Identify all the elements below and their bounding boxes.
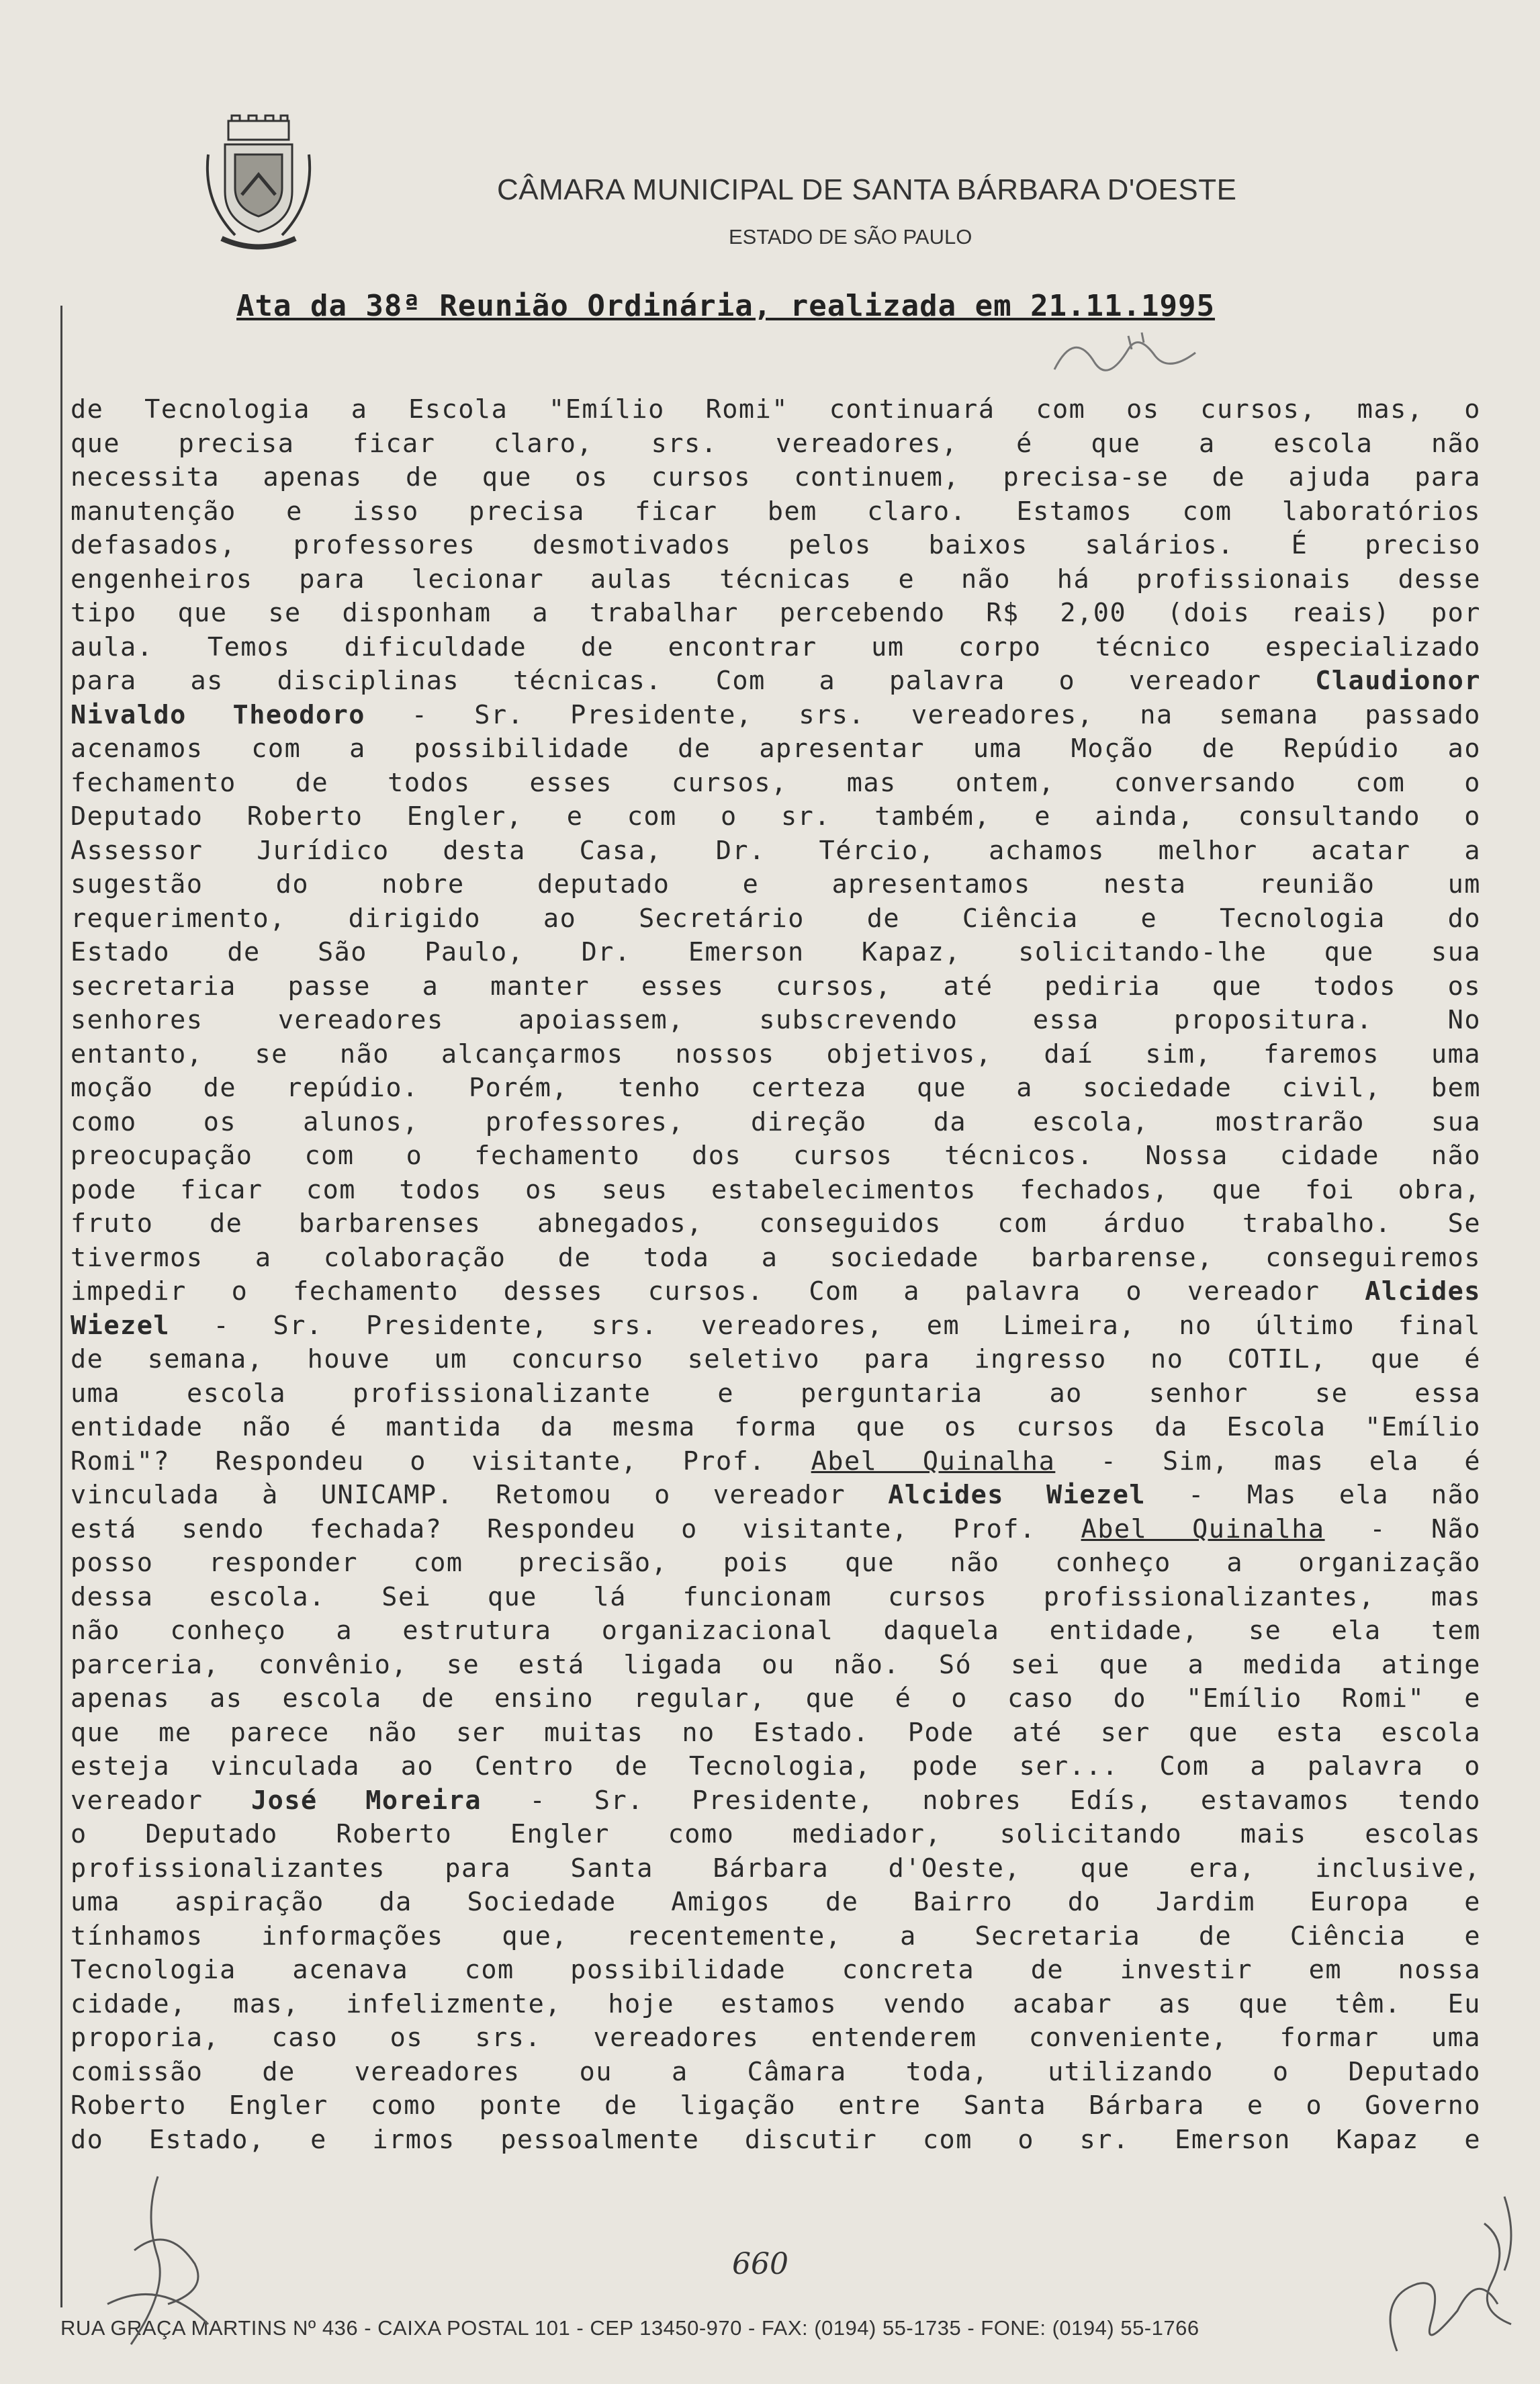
text-segment: - Sr. Presidente, nobres Edís, estavamos tendo [482, 1785, 1481, 1816]
text-segment: parceria, convênio, se está ligada ou não. Só sei que a medida atinge [71, 1649, 1481, 1680]
text-segment: comissão de vereadores ou a Câmara toda, utilizando o Deputado [71, 2056, 1481, 2087]
text-segment: aula. Temos dificuldade de encontrar um corpo técnico especializado [71, 631, 1481, 662]
text-segment: sugestão do nobre deputado e apresentamos nesta reunião um [71, 869, 1481, 899]
text-line [71, 1174, 1481, 1208]
text-segment: uma escola profissionalizante e perguntaria ao senhor se essa [71, 1378, 1481, 1409]
text-line [71, 1818, 1481, 1852]
text-line [71, 902, 1481, 936]
text-line [71, 1478, 1481, 1513]
text-line [71, 2021, 1481, 2056]
page-number: 660 [732, 2247, 788, 2281]
text-segment: que precisa ficar claro, srs. vereadores, é que a escola não [71, 428, 1481, 459]
minutes-body [71, 393, 1481, 2157]
text-line [71, 1445, 1481, 1479]
text-line [71, 766, 1481, 801]
text-line [71, 1411, 1481, 1445]
text-line [71, 1071, 1481, 1106]
text-line [71, 1377, 1481, 1411]
text-segment: Romi"? Respondeu o visitante, Prof. [71, 1446, 811, 1476]
institution-name: CÂMARA MUNICIPAL DE SANTA BÁRBARA D'OESTE [497, 173, 1237, 206]
text-segment: preocupação com o fechamento dos cursos técnicos. Nossa cidade não [71, 1141, 1481, 1171]
text-segment: Deputado Roberto Engler, e com o sr. também, e ainda, consultando o [71, 801, 1481, 832]
text-segment: Roberto Engler como ponte de ligação entre Santa Bárbara e o Governo [71, 2090, 1481, 2121]
text-segment: - Não [1324, 1513, 1481, 1544]
text-segment: - Mas ela não [1146, 1480, 1481, 1510]
text-line [71, 800, 1481, 834]
text-line [71, 1309, 1481, 1343]
text-segment: do Estado, e irmos pessoalmente discutir com o sr. Emerson Kapaz e [71, 2124, 1481, 2155]
text-line [71, 1716, 1481, 1751]
speaker-name: Wiezel [71, 1310, 171, 1341]
text-line [71, 1953, 1481, 1988]
text-segment: - Sr. Presidente, srs. vereadores, na semana passado [365, 699, 1481, 730]
text-segment: cidade, mas, infelizmente, hoje estamos vendo acabar as que têm. Eu [71, 1988, 1481, 2019]
text-line [71, 1139, 1481, 1174]
text-segment: vinculada à UNICAMP. Retomou o vereador [71, 1480, 889, 1510]
text-segment: Assessor Jurídico desta Casa, Dr. Tércio, achamos melhor acatar a [71, 835, 1481, 866]
text-line [71, 1886, 1481, 1920]
text-segment: entanto, se não alcançarmos nossos objetivos, daí sim, faremos uma [71, 1039, 1481, 1069]
text-line [71, 1750, 1481, 1784]
text-line [71, 461, 1481, 495]
text-segment: - Sim, mas ela é [1055, 1446, 1482, 1476]
text-segment: de Tecnologia a Escola "Emílio Romi" continuará com os cursos, mas, o [71, 394, 1481, 425]
text-line [71, 1920, 1481, 1954]
text-segment: engenheiros para lecionar aulas técnicas e não há profissionais desse [71, 564, 1481, 594]
text-segment: tivermos a colaboração de toda a sociedade barbarense, conseguiremos [71, 1242, 1481, 1273]
speaker-name: Claudionor [1315, 666, 1481, 696]
text-line [71, 664, 1481, 699]
text-line [71, 1614, 1481, 1648]
text-line [71, 1038, 1481, 1072]
text-line [71, 597, 1481, 631]
signature-scribble-icon [1041, 296, 1242, 390]
text-segment: está sendo fechada? Respondeu o visitante, Prof. [71, 1513, 1081, 1544]
text-segment: fruto de barbarenses abnegados, conseguidos com árduo trabalho. Se [71, 1208, 1481, 1239]
text-segment: posso responder com precisão, pois que não conheço a organização [71, 1548, 1481, 1578]
text-line [71, 1682, 1481, 1716]
text-segment: secretaria passe a manter esses cursos, até pediria que todos os [71, 971, 1481, 1002]
text-line [71, 1513, 1481, 1547]
text-line [71, 936, 1481, 970]
text-line [71, 732, 1481, 766]
speaker-name: Nivaldo Theodoro [71, 699, 365, 730]
text-line [71, 1343, 1481, 1377]
text-segment: fechamento de todos esses cursos, mas ontem, conversando com o [71, 767, 1481, 798]
text-line [71, 1648, 1481, 1683]
text-line [71, 1784, 1481, 1818]
text-line [71, 1546, 1481, 1581]
text-line [71, 563, 1481, 597]
speaker-name: José Moreira [251, 1785, 482, 1816]
text-segment: uma aspiração da Sociedade Amigos de Bairro do Jardim Europa e [71, 1887, 1481, 1917]
text-segment: vereador [71, 1785, 251, 1816]
text-line [71, 393, 1481, 427]
text-line [71, 529, 1481, 563]
text-segment: Estado de São Paulo, Dr. Emerson Kapaz, solicitando-lhe que sua [71, 937, 1481, 967]
text-segment: pode ficar com todos os seus estabelecimentos fechados, que foi obra, [71, 1174, 1481, 1205]
text-line [71, 1581, 1481, 1615]
text-line [71, 1106, 1481, 1140]
text-segment: como os alunos, professores, direção da escola, mostrarão sua [71, 1106, 1481, 1137]
text-line [71, 427, 1481, 461]
text-segment: o Deputado Roberto Engler como mediador, solicitando mais escolas [71, 1819, 1481, 1849]
text-line [71, 1852, 1481, 1886]
footer-address: RUA GRAÇA MARTINS Nº 436 - CAIXA POSTAL 101 - CEP 13450-970 - FAX: (0194) 55-1735 - FONE: (0194) 55-1766 [60, 2316, 1199, 2340]
text-segment: não conheço a estrutura organizacional daquela entidade, se ela tem [71, 1616, 1481, 1646]
speaker-name: Alcides [1365, 1276, 1481, 1307]
text-segment: moção de repúdio. Porém, tenho certeza que a sociedade civil, bem [71, 1073, 1481, 1103]
text-line [71, 868, 1481, 902]
handwritten-initials-icon [1370, 2183, 1538, 2371]
visitor-name: Abel Quinalha [811, 1446, 1056, 1476]
coat-of-arms-icon [201, 114, 316, 255]
text-line [71, 495, 1481, 529]
text-segment: Tecnologia acenava com possibilidade concreta de investir em nossa [71, 1955, 1481, 1985]
text-line [71, 1207, 1481, 1241]
text-line [71, 2056, 1481, 2090]
state-name: ESTADO DE SÃO PAULO [729, 225, 972, 249]
text-line [71, 1988, 1481, 2022]
text-segment: entidade não é mantida da mesma forma que os cursos da Escola "Emílio [71, 1412, 1481, 1442]
text-segment: senhores vereadores apoiassem, subscrevendo essa propositura. No [71, 1005, 1481, 1035]
text-line [71, 1275, 1481, 1309]
text-segment: de semana, houve um concurso seletivo para ingresso no COTIL, que é [71, 1344, 1481, 1374]
visitor-name: Abel Quinalha [1081, 1513, 1325, 1544]
text-segment: profissionalizantes para Santa Bárbara d'Oeste, que era, inclusive, [71, 1853, 1481, 1884]
text-segment: manutenção e isso precisa ficar bem claro. Estamos com laboratórios [71, 496, 1481, 527]
speaker-name: Alcides Wiezel [888, 1480, 1146, 1510]
text-segment: necessita apenas de que os cursos continuem, precisa-se de ajuda para [71, 462, 1481, 492]
document-title: Ata da 38ª Reunião Ordinária, realizada em 21.11.1995 [236, 289, 1215, 323]
text-line [71, 834, 1481, 869]
text-segment: tínhamos informações que, recentemente, a Secretaria de Ciência e [71, 1921, 1481, 1951]
text-line [71, 2123, 1481, 2158]
text-segment: tipo que se disponham a trabalhar percebendo R$ 2,00 (dois reais) por [71, 598, 1481, 628]
handwritten-signature-icon [94, 2170, 222, 2365]
text-line [71, 2089, 1481, 2123]
text-segment: impedir o fechamento desses cursos. Com a palavra o vereador [71, 1276, 1365, 1307]
text-segment: proporia, caso os srs. vereadores entenderem conveniente, formar uma [71, 2023, 1481, 2053]
text-segment: apenas as escola de ensino regular, que é o caso do "Emílio Romi" e [71, 1683, 1481, 1714]
text-line [71, 970, 1481, 1004]
text-segment: dessa escola. Sei que lá funcionam cursos profissionalizantes, mas [71, 1581, 1481, 1612]
text-segment: defasados, professores desmotivados pelos baixos salários. É preciso [71, 530, 1481, 560]
text-line [71, 631, 1481, 665]
text-segment: requerimento, dirigido ao Secretário de Ciência e Tecnologia do [71, 903, 1481, 934]
text-segment: acenamos com a possibilidade de apresentar uma Moção de Repúdio ao [71, 734, 1481, 764]
text-line [71, 1241, 1481, 1276]
text-segment: esteja vinculada ao Centro de Tecnologia, pode ser... Com a palavra o [71, 1751, 1481, 1781]
text-segment: - Sr. Presidente, srs. vereadores, em Limeira, no último final [170, 1310, 1481, 1341]
text-line [71, 1004, 1481, 1038]
text-segment: para as disciplinas técnicas. Com a palavra o vereador [71, 666, 1316, 696]
margin-rule [60, 306, 62, 2307]
text-segment: que me parece não ser muitas no Estado. Pode até ser que esta escola [71, 1717, 1481, 1748]
text-line [71, 699, 1481, 733]
